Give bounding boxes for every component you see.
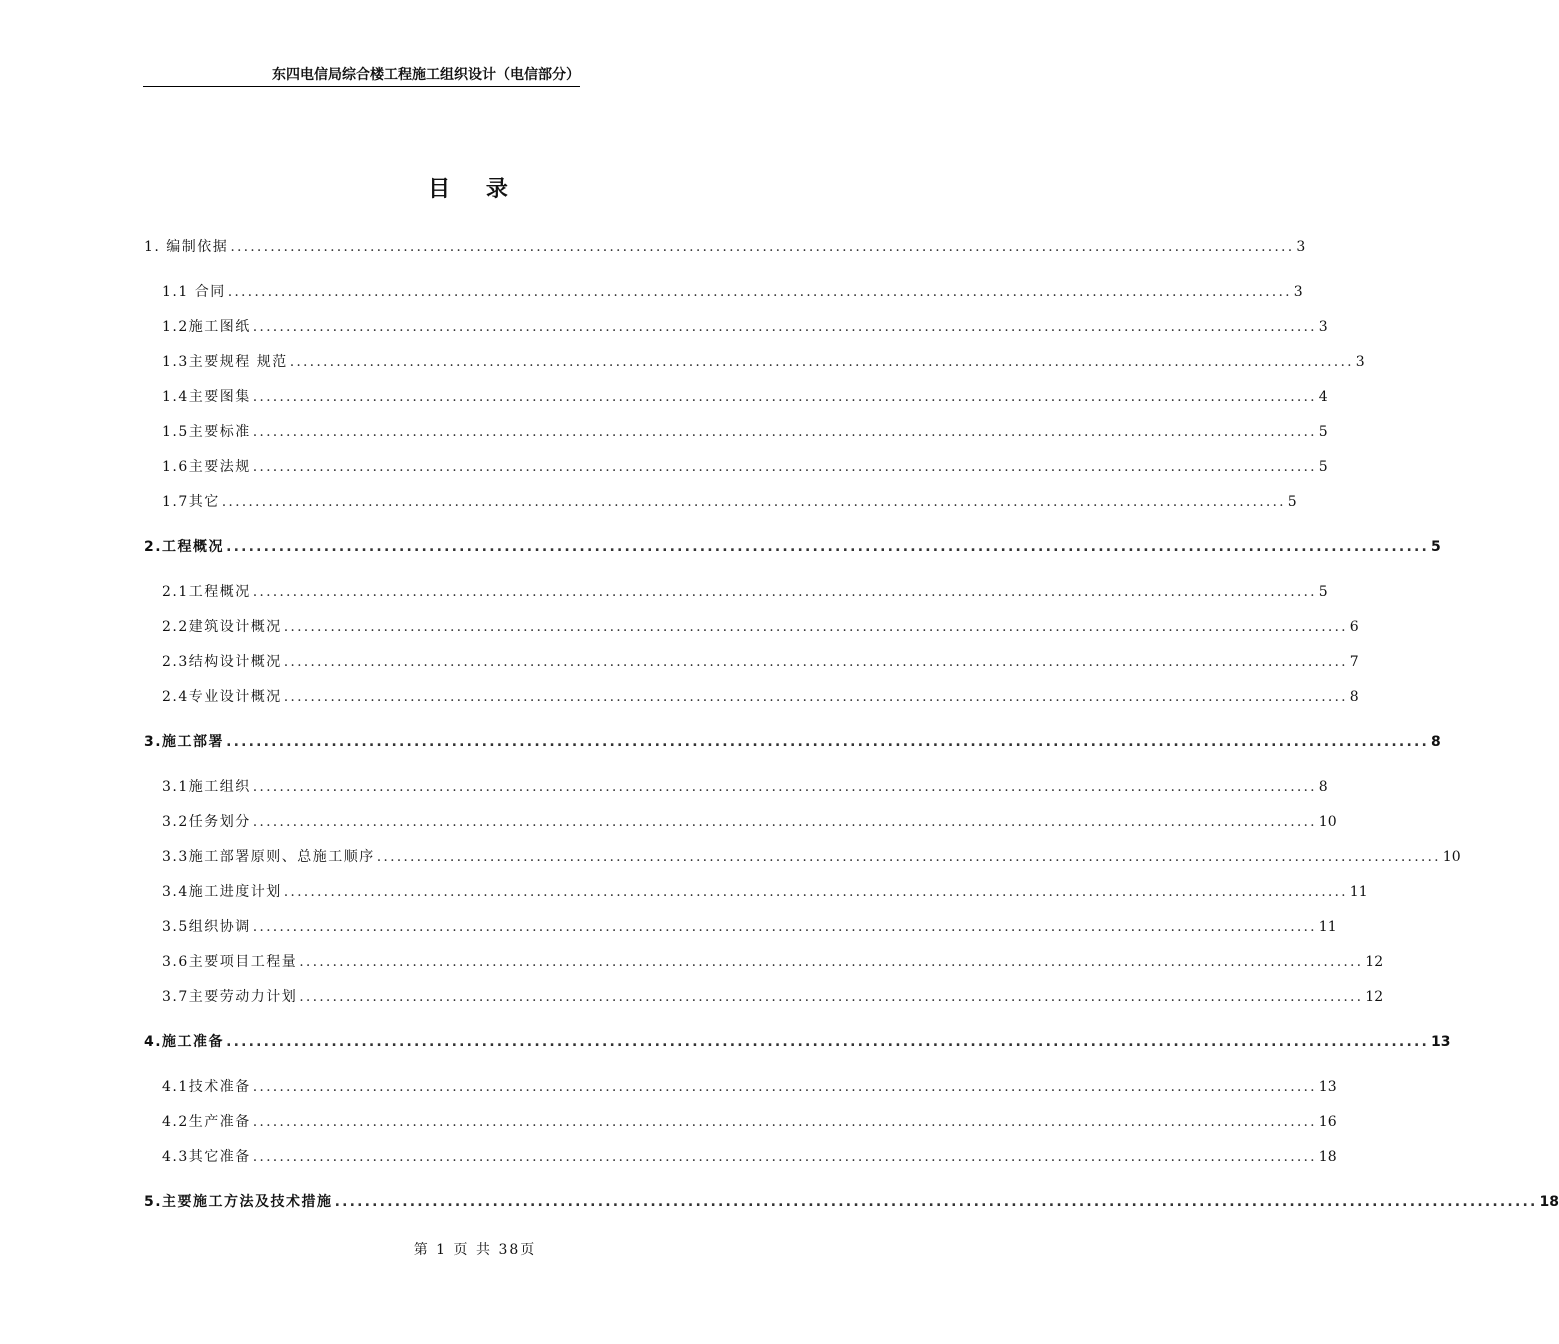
toc-entry[interactable] [162,1112,1337,1132]
toc-entry-label: 2.3结构设计概况 [162,654,282,670]
toc-entry[interactable] [162,917,1337,937]
toc-entry[interactable] [144,237,1306,257]
toc-leader-dots: ................................................................................................................................................................ [226,1034,1429,1050]
toc-entry-label: 3.6主要项目工程量 [162,954,298,970]
toc-leader-dots: ................................................................................................................................................................ [252,1114,1317,1130]
toc-entry-page: 3 [1355,354,1365,370]
toc-leader-dots: ................................................................................................................................................................ [252,319,1317,335]
toc-entry[interactable] [162,457,1328,477]
toc-entry[interactable] [162,882,1368,902]
toc-leader-dots: ................................................................................................................................................................ [221,494,1286,510]
toc-entry-page: 18 [1318,1149,1337,1165]
toc-leader-dots: ................................................................................................................................................................ [376,849,1441,865]
toc-leader-dots: ................................................................................................................................................................ [252,389,1317,405]
toc-entry[interactable] [162,492,1297,512]
toc-entry[interactable] [162,987,1384,1007]
toc-entry-label: 4.2生产准备 [162,1114,251,1130]
toc-entry-page: 5 [1318,584,1328,600]
toc-entry-label: 3.4施工进度计划 [162,884,282,900]
toc-entry-page: 12 [1365,989,1384,1005]
toc-entry-label: 2.4专业设计概况 [162,689,282,705]
toc-entry-label: 1.3主要规程 规范 [162,354,288,370]
toc-entry-label: 3.1施工组织 [162,779,251,795]
toc-entry[interactable] [144,537,1441,557]
toc-entry[interactable] [162,282,1303,302]
toc-leader-dots: ................................................................................................................................................................ [252,814,1317,830]
toc-entry-page: 3 [1293,284,1303,300]
toc-entry-label: 3.施工部署 [144,734,225,750]
toc-entry-page: 8 [1349,689,1359,705]
toc-entry[interactable] [162,352,1365,372]
toc-leader-dots: ................................................................................................................................................................ [226,734,1429,750]
toc-entry-label: 1.6主要法规 [162,459,251,475]
toc-entry-label: 1.4主要图集 [162,389,251,405]
toc-leader-dots: ................................................................................................................................................................ [334,1194,1538,1210]
toc-leader-dots: ................................................................................................................................................................ [283,619,1348,635]
toc-entry[interactable] [162,812,1337,832]
toc-entry-page: 8 [1318,779,1328,795]
toc-entry-label: 1.1 合同 [162,284,226,300]
toc-entry-label: 4.1技术准备 [162,1079,251,1095]
toc-entry[interactable] [162,952,1384,972]
toc-entry-label: 5.主要施工方法及技术措施 [144,1194,333,1210]
toc-entry-label: 1.7其它 [162,494,220,510]
toc-entry-page: 3 [1318,319,1328,335]
toc-entry[interactable] [162,777,1328,797]
toc-entry-label: 1.5主要标准 [162,424,251,440]
toc-entry-page: 3 [1296,239,1306,255]
toc-entry[interactable] [162,847,1461,867]
toc-entry[interactable] [144,732,1441,752]
toc-entry-page: 11 [1349,884,1368,900]
toc-leader-dots: ................................................................................................................................................................ [299,989,1364,1005]
toc-entry[interactable] [162,317,1328,337]
toc-leader-dots: ................................................................................................................................................................ [230,239,1295,255]
page-footer: 第 1 页 共 38页 [413,1242,537,1258]
toc-entry-label: 3.5组织协调 [162,919,251,935]
toc-leader-dots: ................................................................................................................................................................ [283,654,1348,670]
toc-leader-dots: ................................................................................................................................................................ [252,424,1317,440]
toc-leader-dots: ................................................................................................................................................................ [252,584,1317,600]
toc-leader-dots: ................................................................................................................................................................ [226,539,1429,555]
toc-entry-page: 13 [1431,1034,1451,1050]
toc-entry-page: 5 [1431,539,1441,555]
toc-entry-page: 5 [1318,424,1328,440]
toc-entry-page: 11 [1318,919,1337,935]
toc-entry[interactable] [162,652,1359,672]
toc-entry[interactable] [162,687,1359,707]
toc-entry-label: 3.2任务划分 [162,814,251,830]
toc-entry[interactable] [162,1077,1337,1097]
toc-entry-page: 4 [1318,389,1328,405]
toc-entry-page: 5 [1287,494,1297,510]
page-title: 目 录 [428,177,522,202]
toc-entry-label: 3.7主要劳动力计划 [162,989,298,1005]
toc-entry[interactable] [144,1192,1559,1212]
page-header: 东四电信局综合楼工程施工组织设计（电信部分） [143,64,580,87]
toc-entry[interactable] [162,387,1328,407]
toc-entry-page: 6 [1349,619,1359,635]
toc-entry-page: 10 [1318,814,1337,830]
toc-entry-label: 1.2施工图纸 [162,319,251,335]
toc-entry[interactable] [162,1147,1337,1167]
toc-leader-dots: ................................................................................................................................................................ [227,284,1292,300]
toc-leader-dots: ................................................................................................................................................................ [289,354,1354,370]
toc-entry-page: 13 [1318,1079,1337,1095]
toc-entry-label: 3.3施工部署原则、总施工顺序 [162,849,375,865]
toc-entry-page: 7 [1349,654,1359,670]
toc-entry-page: 5 [1318,459,1328,475]
toc-entry-label: 2.1工程概况 [162,584,251,600]
toc-entry[interactable] [162,422,1328,442]
toc-entry-page: 18 [1539,1194,1559,1210]
toc-entry[interactable] [162,582,1328,602]
toc-leader-dots: ................................................................................................................................................................ [252,459,1317,475]
toc-leader-dots: ................................................................................................................................................................ [252,1079,1317,1095]
toc-entry-label: 1. 编制依据 [144,239,229,255]
toc-entry[interactable] [162,617,1359,637]
toc-entry-page: 10 [1442,849,1461,865]
toc-entry-label: 2.工程概况 [144,539,225,555]
toc-leader-dots: ................................................................................................................................................................ [252,919,1317,935]
toc-entry-label: 4.3其它准备 [162,1149,251,1165]
toc-leader-dots: ................................................................................................................................................................ [283,689,1348,705]
toc-leader-dots: ................................................................................................................................................................ [252,779,1317,795]
toc-entry-label: 2.2建筑设计概况 [162,619,282,635]
toc-leader-dots: ................................................................................................................................................................ [283,884,1348,900]
toc-entry-label: 4.施工准备 [144,1034,225,1050]
toc-entry[interactable] [144,1032,1451,1052]
toc-entry-page: 12 [1365,954,1384,970]
toc-entry-page: 8 [1431,734,1441,750]
toc-leader-dots: ................................................................................................................................................................ [299,954,1364,970]
toc-leader-dots: ................................................................................................................................................................ [252,1149,1317,1165]
toc-entry-page: 16 [1318,1114,1337,1130]
